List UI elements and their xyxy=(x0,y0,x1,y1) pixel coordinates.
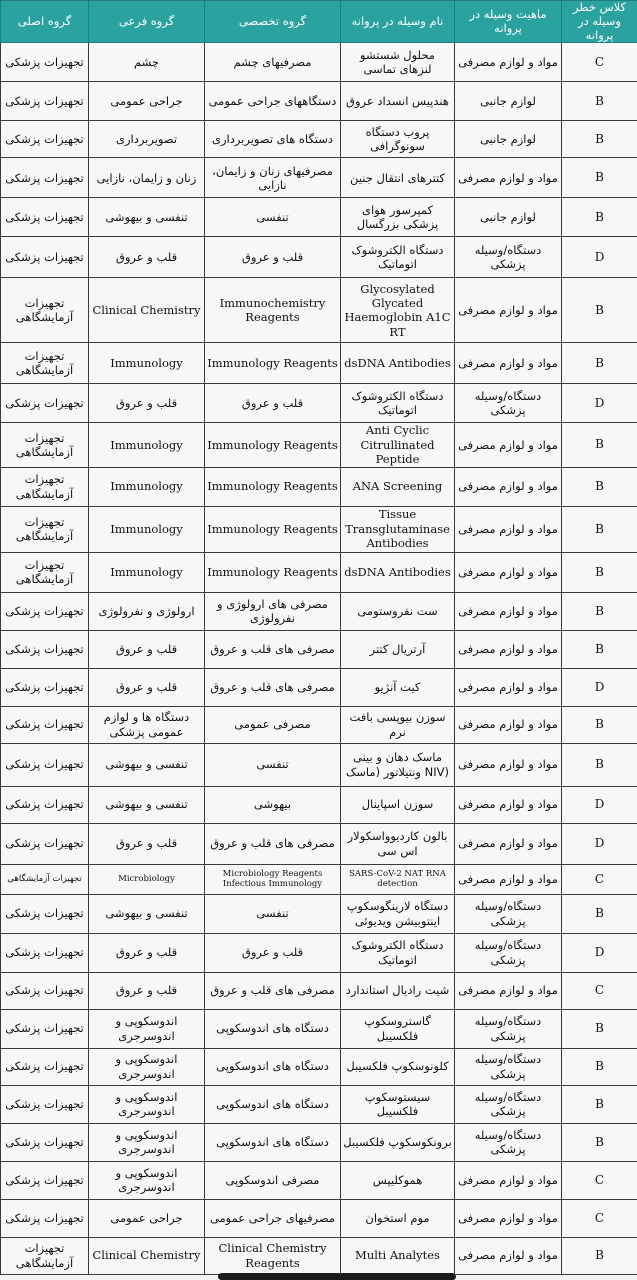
cell-main: تجهیزات پزشکی xyxy=(1,706,89,743)
table-row xyxy=(1,82,637,121)
cell-main: تجهیزات پزشکی xyxy=(1,384,89,423)
cell-specialty: مصرفی های قلب و عروق xyxy=(205,972,341,1009)
cell-subgroup: اندوسکوپی و اندوسرجری xyxy=(89,1085,205,1123)
cell-nature: مواد و لوازم مصرفی xyxy=(455,278,562,343)
cell-class: D xyxy=(562,933,637,972)
table-row xyxy=(1,933,637,972)
table-row xyxy=(1,121,637,158)
cell-nature: مواد و لوازم مصرفی xyxy=(455,343,562,384)
cell-name: کلونوسکوپ فلکسیبل xyxy=(341,1048,455,1085)
cell-specialty: Immunochemistry Reagents xyxy=(205,278,341,343)
cell-name: آرتریال کتتر xyxy=(341,630,455,668)
cell-name: Anti Cyclic Citrullinated Peptide xyxy=(341,423,455,467)
cell-class: C xyxy=(562,43,637,82)
cell-specialty: مصرفیهای جراحی عمومی xyxy=(205,1199,341,1237)
cell-main: تجهیزات پزشکی xyxy=(1,933,89,972)
cell-nature: مواد و لوازم مصرفی xyxy=(455,43,562,82)
cell-class: B xyxy=(562,158,637,198)
cell-specialty: مصرفی های قلب و عروق xyxy=(205,630,341,668)
cell-specialty: دستگاه های اندوسکوپی xyxy=(205,1085,341,1123)
table-row xyxy=(1,278,637,343)
table-row xyxy=(1,1009,637,1048)
table-row xyxy=(1,864,637,894)
cell-subgroup: Immunology xyxy=(89,343,205,384)
cell-specialty: مصرفی عمومی xyxy=(205,706,341,743)
cell-main: تجهیزات پزشکی xyxy=(1,1161,89,1199)
cell-specialty: دستگاه های اندوسکوپی xyxy=(205,1048,341,1085)
cell-main: تجهیزات آزمایشگاهی xyxy=(1,423,89,467)
cell-nature: مواد و لوازم مصرفی xyxy=(455,506,562,552)
cell-name: بالون کاردیوواسکولار اس سی xyxy=(341,823,455,864)
cell-name: dsDNA Antibodies xyxy=(341,343,455,384)
table-row xyxy=(1,43,637,82)
cell-subgroup: قلب و عروق xyxy=(89,972,205,1009)
cell-name: سیستوسکوپ فلکسیبل xyxy=(341,1085,455,1123)
cell-subgroup: قلب و عروق xyxy=(89,823,205,864)
cell-class: B xyxy=(562,278,637,343)
cell-specialty: مصرفیهای زنان و زایمان، نازایی xyxy=(205,158,341,198)
table-row xyxy=(1,158,637,198)
cell-class: B xyxy=(562,706,637,743)
cell-subgroup: قلب و عروق xyxy=(89,933,205,972)
cell-main: تجهیزات پزشکی xyxy=(1,630,89,668)
cell-class: D xyxy=(562,237,637,278)
cell-nature: لوازم جانبی xyxy=(455,82,562,121)
cell-main: تجهیزات آزمایشگاهی xyxy=(1,552,89,592)
cell-class: B xyxy=(562,423,637,467)
cell-name: موم استخوان xyxy=(341,1199,455,1237)
cell-nature: دستگاه/وسیله پزشکی xyxy=(455,384,562,423)
cell-name: کمپرسور هوای پزشکی بزرگسال xyxy=(341,198,455,237)
cell-subgroup: Immunology xyxy=(89,423,205,467)
cell-nature: مواد و لوازم مصرفی xyxy=(455,668,562,706)
cell-subgroup: قلب و عروق xyxy=(89,668,205,706)
cell-subgroup: جراحی عمومی xyxy=(89,1199,205,1237)
cell-nature: مواد و لوازم مصرفی xyxy=(455,864,562,894)
cell-specialty: دستگاه های اندوسکوپی xyxy=(205,1009,341,1048)
cell-class: C xyxy=(562,864,637,894)
cell-main: تجهیزات آزمایشگاهی xyxy=(1,864,89,894)
cell-main: تجهیزات پزشکی xyxy=(1,823,89,864)
cell-subgroup: چشم xyxy=(89,43,205,82)
table-row xyxy=(1,1199,637,1237)
cell-main: تجهیزات پزشکی xyxy=(1,1199,89,1237)
cell-class: C xyxy=(562,972,637,1009)
cell-class: B xyxy=(562,1085,637,1123)
cell-subgroup: قلب و عروق xyxy=(89,237,205,278)
cell-subgroup: Microbiology xyxy=(89,864,205,894)
cell-nature: مواد و لوازم مصرفی xyxy=(455,706,562,743)
cell-specialty: دستگاههای جراحی عمومی xyxy=(205,82,341,121)
cell-name: هموکلیپس xyxy=(341,1161,455,1199)
cell-main: تجهیزات پزشکی xyxy=(1,43,89,82)
cell-name: هندپیس انسداد عروق xyxy=(341,82,455,121)
cell-name: Tissue Transglutaminase Antibodies xyxy=(341,506,455,552)
cell-class: B xyxy=(562,1048,637,1085)
cell-main: تجهیزات پزشکی xyxy=(1,786,89,823)
table-row xyxy=(1,237,637,278)
cell-specialty: قلب و عروق xyxy=(205,933,341,972)
cell-nature: دستگاه/وسیله پزشکی xyxy=(455,1085,562,1123)
cell-subgroup: تصویربرداری xyxy=(89,121,205,158)
table-row xyxy=(1,706,637,743)
cell-nature: مواد و لوازم مصرفی xyxy=(455,552,562,592)
cell-specialty: Microbiology Reagents Infectious Immunology xyxy=(205,864,341,894)
cell-name: دستگاه الکتروشوک اتوماتیک xyxy=(341,237,455,278)
cell-class: B xyxy=(562,630,637,668)
table-row xyxy=(1,786,637,823)
cell-subgroup: Immunology xyxy=(89,467,205,506)
cell-specialty: مصرفی اندوسکوپی xyxy=(205,1161,341,1199)
cell-main: تجهیزات پزشکی xyxy=(1,743,89,786)
cell-name: ست نفروستومی xyxy=(341,592,455,630)
table-row xyxy=(1,1048,637,1085)
cell-specialty: دستگاه های تصویربرداری xyxy=(205,121,341,158)
cell-nature: لوازم جانبی xyxy=(455,121,562,158)
cell-class: B xyxy=(562,592,637,630)
cell-main: تجهیزات پزشکی xyxy=(1,1123,89,1161)
cell-nature: مواد و لوازم مصرفی xyxy=(455,823,562,864)
cell-name: سوزن بیوپسی بافت نرم xyxy=(341,706,455,743)
cell-class: B xyxy=(562,467,637,506)
cell-class: B xyxy=(562,894,637,933)
cell-specialty: قلب و عروق xyxy=(205,384,341,423)
cell-nature: مواد و لوازم مصرفی xyxy=(455,972,562,1009)
cell-class: B xyxy=(562,552,637,592)
table-row xyxy=(1,1085,637,1123)
cell-name: ماسک دهان و بینی (NIV ونتیلاتور (ماسک xyxy=(341,743,455,786)
cell-main: تجهیزات پزشکی xyxy=(1,668,89,706)
cell-class: B xyxy=(562,1123,637,1161)
header-row xyxy=(1,1,637,43)
header-class: کلاس خطر وسیله در پروانه xyxy=(562,1,637,43)
cell-name: Multi Analytes xyxy=(341,1237,455,1274)
cell-specialty: Immunology Reagents xyxy=(205,467,341,506)
table-row xyxy=(1,823,637,864)
cell-main: تجهیزات پزشکی xyxy=(1,1048,89,1085)
cell-class: B xyxy=(562,506,637,552)
cell-name: دستگاه الکتروشوک اتوماتیک xyxy=(341,384,455,423)
cell-nature: دستگاه/وسیله پزشکی xyxy=(455,894,562,933)
table-row xyxy=(1,384,637,423)
cell-specialty: Immunology Reagents xyxy=(205,552,341,592)
cell-subgroup: اندوسکوپی و اندوسرجری xyxy=(89,1123,205,1161)
cell-subgroup: دستگاه ها و لوازم عمومی پزشکی xyxy=(89,706,205,743)
cell-name: دستگاه لارینگوسکوپ اینتوبیشن ویدیوئی xyxy=(341,894,455,933)
cell-name: کیت آنژیو xyxy=(341,668,455,706)
cell-nature: مواد و لوازم مصرفی xyxy=(455,423,562,467)
cell-nature: مواد و لوازم مصرفی xyxy=(455,1161,562,1199)
cell-subgroup: اندوسکوپی و اندوسرجری xyxy=(89,1048,205,1085)
cell-nature: مواد و لوازم مصرفی xyxy=(455,630,562,668)
cell-subgroup: اندوسکوپی و اندوسرجری xyxy=(89,1009,205,1048)
cell-main: تجهیزات پزشکی xyxy=(1,1009,89,1048)
table-row xyxy=(1,1161,637,1199)
cell-nature: مواد و لوازم مصرفی xyxy=(455,467,562,506)
cell-class: C xyxy=(562,1199,637,1237)
cell-class: C xyxy=(562,1161,637,1199)
cell-class: B xyxy=(562,743,637,786)
table-row xyxy=(1,467,637,506)
cell-name: پروب دستگاه سونوگرافی xyxy=(341,121,455,158)
cell-name: SARS-CoV-2 NAT RNA detection xyxy=(341,864,455,894)
cell-name: کتترهای انتقال جنین xyxy=(341,158,455,198)
cell-class: B xyxy=(562,198,637,237)
cell-subgroup: ارولوژی و نفرولوژی xyxy=(89,592,205,630)
cell-name: ANA Screening xyxy=(341,467,455,506)
cell-nature: دستگاه/وسیله پزشکی xyxy=(455,1009,562,1048)
cell-nature: مواد و لوازم مصرفی xyxy=(455,743,562,786)
cell-main: تجهیزات پزشکی xyxy=(1,158,89,198)
cell-main: تجهیزات پزشکی xyxy=(1,1085,89,1123)
table-row xyxy=(1,592,637,630)
cell-main: تجهیزات پزشکی xyxy=(1,121,89,158)
table-row xyxy=(1,343,637,384)
cell-subgroup: Immunology xyxy=(89,552,205,592)
table-row xyxy=(1,972,637,1009)
cell-subgroup: تنفسی و بیهوشی xyxy=(89,894,205,933)
cell-class: B xyxy=(562,82,637,121)
cell-nature: مواد و لوازم مصرفی xyxy=(455,158,562,198)
table-row xyxy=(1,894,637,933)
cell-specialty: Immunology Reagents xyxy=(205,506,341,552)
cell-subgroup: جراحی عمومی xyxy=(89,82,205,121)
cell-specialty: تنفسی xyxy=(205,894,341,933)
cell-subgroup: Immunology xyxy=(89,506,205,552)
cell-specialty: دستگاه های اندوسکوپی xyxy=(205,1123,341,1161)
cell-specialty: مصرفی های قلب و عروق xyxy=(205,823,341,864)
cell-subgroup: قلب و عروق xyxy=(89,630,205,668)
table-row xyxy=(1,743,637,786)
cell-main: تجهیزات آزمایشگاهی xyxy=(1,1237,89,1274)
cell-subgroup: قلب و عروق xyxy=(89,384,205,423)
cell-class: B xyxy=(562,121,637,158)
cell-class: D xyxy=(562,823,637,864)
header-nature: ماهیت وسیله در پروانه xyxy=(455,1,562,43)
cell-name: برونکوسکوپ فلکسیبل xyxy=(341,1123,455,1161)
cell-specialty: تنفسی xyxy=(205,198,341,237)
cell-subgroup: اندوسکوپی و اندوسرجری xyxy=(89,1161,205,1199)
table-row xyxy=(1,506,637,552)
cell-subgroup: تنفسی و بیهوشی xyxy=(89,198,205,237)
cell-class: B xyxy=(562,1237,637,1274)
header-name: نام وسیله در پروانه xyxy=(341,1,455,43)
cell-class: D xyxy=(562,786,637,823)
home-indicator xyxy=(218,1273,456,1280)
cell-class: B xyxy=(562,1009,637,1048)
cell-class: D xyxy=(562,668,637,706)
cell-main: تجهیزات پزشکی xyxy=(1,894,89,933)
cell-nature: دستگاه/وسیله پزشکی xyxy=(455,237,562,278)
cell-name: سوزن اسپاینال xyxy=(341,786,455,823)
cell-specialty: Immunology Reagents xyxy=(205,423,341,467)
cell-main: تجهیزات پزشکی xyxy=(1,82,89,121)
cell-specialty: Immunology Reagents xyxy=(205,343,341,384)
cell-nature: مواد و لوازم مصرفی xyxy=(455,1199,562,1237)
cell-name: دستگاه الکتروشوک اتوماتیک xyxy=(341,933,455,972)
cell-class: B xyxy=(562,343,637,384)
table-row xyxy=(1,668,637,706)
header-subgroup: گروه فرعی xyxy=(89,1,205,43)
cell-nature: دستگاه/وسیله پزشکی xyxy=(455,933,562,972)
cell-specialty: مصرفی های قلب و عروق xyxy=(205,668,341,706)
cell-class: D xyxy=(562,384,637,423)
cell-name: گاستروسکوپ فلکسیبل xyxy=(341,1009,455,1048)
cell-specialty: Clinical Chemistry Reagents xyxy=(205,1237,341,1274)
cell-main: تجهیزات پزشکی xyxy=(1,592,89,630)
cell-subgroup: تنفسی و بیهوشی xyxy=(89,743,205,786)
cell-nature: مواد و لوازم مصرفی xyxy=(455,592,562,630)
cell-specialty: قلب و عروق xyxy=(205,237,341,278)
cell-name: Glycosylated Glycated Haemoglobin A1C RT xyxy=(341,278,455,343)
table-row xyxy=(1,423,637,467)
cell-name: محلول شستشو لنزهای تماسی xyxy=(341,43,455,82)
cell-subgroup: Clinical Chemistry xyxy=(89,278,205,343)
cell-nature: مواد و لوازم مصرفی xyxy=(455,1237,562,1274)
cell-specialty: تنفسی xyxy=(205,743,341,786)
cell-main: تجهیزات آزمایشگاهی xyxy=(1,506,89,552)
table-row xyxy=(1,552,637,592)
table-row xyxy=(1,1237,637,1274)
cell-main: تجهیزات پزشکی xyxy=(1,237,89,278)
cell-name: شیت رادیال استاندارد xyxy=(341,972,455,1009)
cell-main: تجهیزات پزشکی xyxy=(1,972,89,1009)
header-specialty: گروه تخصصی xyxy=(205,1,341,43)
cell-main: تجهیزات پزشکی xyxy=(1,198,89,237)
cell-subgroup: زنان و زایمان، نازایی xyxy=(89,158,205,198)
cell-nature: دستگاه/وسیله پزشکی xyxy=(455,1048,562,1085)
cell-nature: لوازم جانبی xyxy=(455,198,562,237)
cell-subgroup: تنفسی و بیهوشی xyxy=(89,786,205,823)
cell-nature: مواد و لوازم مصرفی xyxy=(455,786,562,823)
cell-main: تجهیزات آزمایشگاهی xyxy=(1,343,89,384)
cell-subgroup: Clinical Chemistry xyxy=(89,1237,205,1274)
cell-specialty: مصرفیهای چشم xyxy=(205,43,341,82)
cell-nature: دستگاه/وسیله پزشکی xyxy=(455,1123,562,1161)
table-row xyxy=(1,198,637,237)
cell-main: تجهیزات آزمایشگاهی xyxy=(1,278,89,343)
cell-name: dsDNA Antibodies xyxy=(341,552,455,592)
cell-specialty: بیهوشی xyxy=(205,786,341,823)
cell-specialty: مصرفی های ارولوژی و نفرولوژی xyxy=(205,592,341,630)
header-main: گروه اصلی xyxy=(1,1,89,43)
cell-main: تجهیزات آزمایشگاهی xyxy=(1,467,89,506)
table-row xyxy=(1,1123,637,1161)
table-row xyxy=(1,630,637,668)
